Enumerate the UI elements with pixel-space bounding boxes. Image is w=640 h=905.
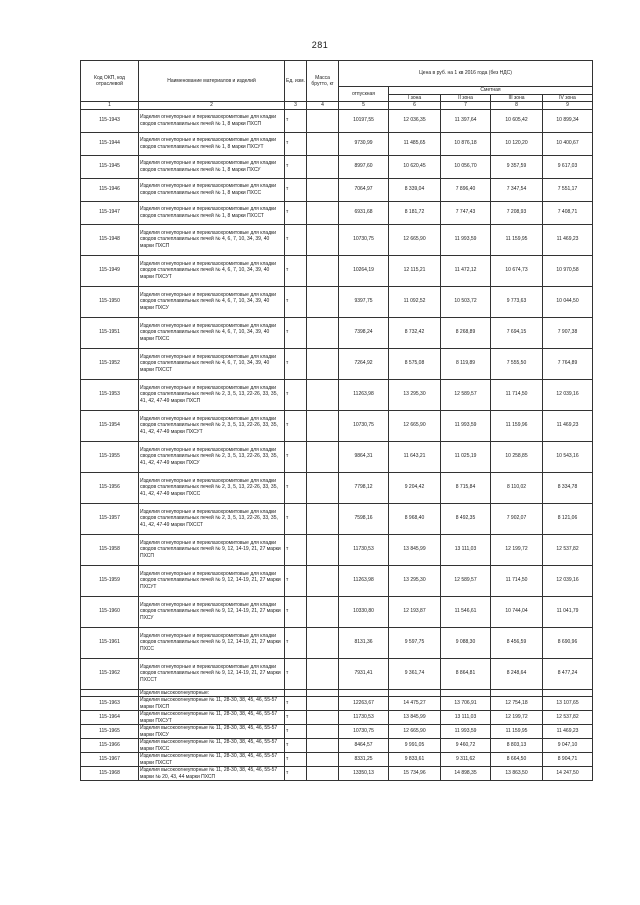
item-mass (307, 379, 339, 410)
zone-3-price: 7 902,07 (491, 503, 543, 534)
release-price: 9864,31 (339, 441, 389, 472)
item-name: Изделия высокоогнеупорные № 11, 28-30, 38, 45, 46, 55-57 марки № 20, 43, 44 марки ПХСП (139, 767, 285, 781)
zone-1-price: 10 620,45 (389, 155, 441, 178)
col-number: 2 (139, 102, 285, 110)
zone-3-price: 10 744,04 (491, 596, 543, 627)
zone-2-price: 8 864,81 (441, 658, 491, 689)
table-row (81, 725, 593, 739)
item-name: Изделия огнеупорные и периклазохромитовые для кладки сводов сталеплавильных печей № 4, 6, 7, 10, 34, 39, 40 марки ПХСП (139, 224, 285, 255)
zone-1-price: 11 092,52 (389, 286, 441, 317)
release-price: 10197,55 (339, 109, 389, 132)
zone-1-price: 8 732,42 (389, 317, 441, 348)
item-mass (307, 739, 339, 753)
table-row (81, 109, 593, 132)
price-table (80, 60, 593, 781)
release-price: 6931,68 (339, 201, 389, 224)
table-row (81, 739, 593, 753)
item-name: Изделия огнеупорные и периклазохромитовые для кладки сводов сталеплавильных печей № 1, 8 марки ПХСС (139, 178, 285, 201)
zone-4-price: 8 690,96 (543, 627, 593, 658)
item-unit: т (285, 155, 307, 178)
zone-4-price: 13 107,65 (543, 697, 593, 711)
zone-1-price: 15 734,96 (389, 767, 441, 781)
zone-4-price: 8 334,78 (543, 472, 593, 503)
release-price: 7798,12 (339, 472, 389, 503)
header-zone-3: III зона (491, 94, 543, 102)
item-name: Изделия огнеупорные и периклазохромитовые для кладки сводов сталеплавильных печей № 2, 3, 5, 13, 22-26, 33, 35, 41, 42, 47-49 марки ПХССТ (139, 503, 285, 534)
zone-1-price: 11 643,21 (389, 441, 441, 472)
zone-1-price: 8 968,40 (389, 503, 441, 534)
zone-1-price: 13 295,30 (389, 379, 441, 410)
table-row (81, 379, 593, 410)
item-name: Изделия высокоогнеупорные № 11, 28-30, 38, 45, 46, 55-57 марки ПХСУТ (139, 711, 285, 725)
release-price: 7064,97 (339, 178, 389, 201)
item-mass (307, 627, 339, 658)
item-code: 115-1967 (81, 753, 139, 767)
zone-1-price: 14 475,27 (389, 697, 441, 711)
item-unit: т (285, 201, 307, 224)
zone-1-price: 12 665,90 (389, 410, 441, 441)
item-name: Изделия огнеупорные и периклазохромитовые для кладки сводов сталеплавильных печей № 1, 8 марки ПХСУТ (139, 132, 285, 155)
item-name: Изделия огнеупорные и периклазохромитовые для кладки сводов сталеплавильных печей № 9, 12, 14-19, 21, 27 марки ПХСУТ (139, 565, 285, 596)
item-code: 115-1945 (81, 155, 139, 178)
item-mass (307, 767, 339, 781)
table-row (81, 596, 593, 627)
zone-1-price: 12 036,35 (389, 109, 441, 132)
zone-2-price: 9 311,62 (441, 753, 491, 767)
table-row (81, 767, 593, 781)
item-mass (307, 534, 339, 565)
item-mass (307, 753, 339, 767)
table-row (81, 534, 593, 565)
release-price: 10730,75 (339, 725, 389, 739)
release-price: 11730,53 (339, 711, 389, 725)
zone-3-price: 10 674,73 (491, 255, 543, 286)
table-row (81, 155, 593, 178)
table-row (81, 753, 593, 767)
zone-4-price: 8 121,06 (543, 503, 593, 534)
table-row (81, 317, 593, 348)
item-name: Изделия огнеупорные и периклазохромитовые для кладки сводов сталеплавильных печей № 4, 6, 7, 10, 34, 39, 40 марки ПХССТ (139, 348, 285, 379)
zone-4-price: 12 039,16 (543, 565, 593, 596)
release-price: 11263,98 (339, 565, 389, 596)
item-mass (307, 565, 339, 596)
item-name: Изделия огнеупорные и периклазохромитовые для кладки сводов сталеплавильных печей № 9, 12, 14-19, 21, 27 марки ПХСС (139, 627, 285, 658)
release-price: 10330,80 (339, 596, 389, 627)
item-name: Изделия огнеупорные и периклазохромитовые для кладки сводов сталеплавильных печей № 2, 3, 5, 13, 22-26, 33, 35, 41, 42, 47-49 марки ПХСС (139, 472, 285, 503)
table-row (81, 472, 593, 503)
release-price (339, 689, 389, 697)
zone-4-price: 10 543,16 (543, 441, 593, 472)
release-price: 7398,24 (339, 317, 389, 348)
zone-2-price: 14 898,35 (441, 767, 491, 781)
header-zone-2: II зона (441, 94, 491, 102)
item-mass (307, 178, 339, 201)
zone-1-price: 12 665,90 (389, 725, 441, 739)
table-row (81, 503, 593, 534)
item-name: Изделия высокоогнеупорные: (139, 689, 285, 697)
zone-2-price: 7 896,40 (441, 178, 491, 201)
zone-2-price: 11 546,61 (441, 596, 491, 627)
item-mass (307, 472, 339, 503)
item-mass (307, 711, 339, 725)
zone-2-price: 10 056,70 (441, 155, 491, 178)
zone-1-price: 9 597,75 (389, 627, 441, 658)
table-row (81, 255, 593, 286)
col-number: 6 (389, 102, 441, 110)
zone-2-price: 13 111,03 (441, 711, 491, 725)
zone-3-price: 13 863,50 (491, 767, 543, 781)
item-unit: т (285, 132, 307, 155)
zone-1-price: 13 845,99 (389, 534, 441, 565)
item-unit: т (285, 596, 307, 627)
item-unit: т (285, 472, 307, 503)
page-number: 281 (311, 40, 329, 50)
table-row (81, 348, 593, 379)
table-row (81, 711, 593, 725)
table-row (81, 201, 593, 224)
table-row (81, 627, 593, 658)
table-row (81, 410, 593, 441)
table-row (81, 689, 593, 697)
release-price: 9730,99 (339, 132, 389, 155)
item-name: Изделия высокоогнеупорные № 11, 28-30, 38, 45, 46, 55-57 марки ПХСП (139, 697, 285, 711)
item-mass (307, 255, 339, 286)
zone-4-price: 12 537,82 (543, 534, 593, 565)
zone-1-price: 9 991,05 (389, 739, 441, 753)
zone-1-price: 9 833,61 (389, 753, 441, 767)
item-mass (307, 317, 339, 348)
item-name: Изделия огнеупорные и периклазохромитовые для кладки сводов сталеплавильных печей № 4, 6, 7, 10, 34, 39, 40 марки ПХСУТ (139, 255, 285, 286)
item-name: Изделия огнеупорные и периклазохромитовые для кладки сводов сталеплавильных печей № 9, 12, 14-19, 21, 27 марки ПХССТ (139, 658, 285, 689)
header-code: Код ОКП, код отраслевой (81, 61, 139, 102)
zone-3-price: 7 555,50 (491, 348, 543, 379)
zone-2-price: 13 706,91 (441, 697, 491, 711)
zone-3-price: 12 199,72 (491, 534, 543, 565)
header-unit: Ед. изм. (285, 61, 307, 102)
zone-2-price: 12 589,57 (441, 565, 491, 596)
zone-3-price: 8 248,64 (491, 658, 543, 689)
item-code: 115-1944 (81, 132, 139, 155)
item-mass (307, 201, 339, 224)
item-name: Изделия огнеупорные и периклазохромитовые для кладки сводов сталеплавильных печей № 1, 8 марки ПХССТ (139, 201, 285, 224)
zone-4-price: 10 044,50 (543, 286, 593, 317)
item-unit: т (285, 753, 307, 767)
header-zone-1: I зона (389, 94, 441, 102)
zone-2-price: 11 397,64 (441, 109, 491, 132)
item-mass (307, 441, 339, 472)
zone-4-price: 11 041,79 (543, 596, 593, 627)
release-price: 11730,53 (339, 534, 389, 565)
table-row (81, 697, 593, 711)
zone-3-price: 7 694,15 (491, 317, 543, 348)
zone-1-price: 12 193,87 (389, 596, 441, 627)
item-name: Изделия огнеупорные и периклазохромитовые для кладки сводов сталеплавильных печей № 2, 3, 5, 13, 22-26, 33, 35, 41, 42, 47-49 марки ПХСУ (139, 441, 285, 472)
zone-4-price: 14 247,50 (543, 767, 593, 781)
table-row (81, 286, 593, 317)
table-row (81, 565, 593, 596)
header-name: Наименование материалов и изделий (139, 61, 285, 102)
zone-4-price (543, 689, 593, 697)
zone-4-price: 10 400,67 (543, 132, 593, 155)
zone-3-price: 8 664,50 (491, 753, 543, 767)
col-number: 3 (285, 102, 307, 110)
col-number: 4 (307, 102, 339, 110)
item-code: 115-1946 (81, 178, 139, 201)
item-name: Изделия огнеупорные и периклазохромитовые для кладки сводов сталеплавильных печей № 4, 6, 7, 10, 34, 39, 40 марки ПХСС (139, 317, 285, 348)
release-price: 8331,25 (339, 753, 389, 767)
col-number: 7 (441, 102, 491, 110)
zone-3-price: 10 258,85 (491, 441, 543, 472)
release-price: 7598,16 (339, 503, 389, 534)
item-code: 115-1952 (81, 348, 139, 379)
zone-4-price: 7 907,38 (543, 317, 593, 348)
item-unit (285, 689, 307, 697)
zone-4-price: 9 617,03 (543, 155, 593, 178)
item-code: 115-1958 (81, 534, 139, 565)
zone-3-price: 9 773,63 (491, 286, 543, 317)
zone-1-price (389, 689, 441, 697)
item-mass (307, 348, 339, 379)
item-mass (307, 725, 339, 739)
item-code: 115-1954 (81, 410, 139, 441)
item-name: Изделия огнеупорные и периклазохромитовые для кладки сводов сталеплавильных печей № 4, 6, 7, 10, 34, 39, 40 марки ПХСУ (139, 286, 285, 317)
zone-3-price (491, 689, 543, 697)
item-code: 115-1963 (81, 697, 139, 711)
zone-3-price: 10 120,20 (491, 132, 543, 155)
item-code: 115-1968 (81, 767, 139, 781)
item-unit: т (285, 410, 307, 441)
col-number: 8 (491, 102, 543, 110)
zone-2-price: 8 492,35 (441, 503, 491, 534)
zone-1-price: 11 485,65 (389, 132, 441, 155)
item-code: 115-1953 (81, 379, 139, 410)
item-code: 115-1960 (81, 596, 139, 627)
item-code: 115-1951 (81, 317, 139, 348)
item-unit: т (285, 627, 307, 658)
header-price-title: Цена в руб. на 1 кв 2016 года (без НДС) (339, 61, 593, 87)
zone-2-price: 8 715,84 (441, 472, 491, 503)
item-mass (307, 410, 339, 441)
item-code: 115-1947 (81, 201, 139, 224)
item-unit: т (285, 286, 307, 317)
item-mass (307, 132, 339, 155)
release-price: 10730,75 (339, 224, 389, 255)
item-unit: т (285, 711, 307, 725)
item-mass (307, 503, 339, 534)
item-mass (307, 596, 339, 627)
zone-3-price: 11 714,50 (491, 379, 543, 410)
zone-2-price: 7 747,43 (441, 201, 491, 224)
item-code: 115-1948 (81, 224, 139, 255)
table-row (81, 132, 593, 155)
zone-1-price: 8 339,04 (389, 178, 441, 201)
item-unit: т (285, 697, 307, 711)
zone-1-price: 8 575,08 (389, 348, 441, 379)
zone-3-price: 11 159,95 (491, 224, 543, 255)
item-unit: т (285, 379, 307, 410)
col-number: 9 (543, 102, 593, 110)
zone-2-price: 10 876,18 (441, 132, 491, 155)
col-number: 1 (81, 102, 139, 110)
zone-4-price: 9 047,10 (543, 739, 593, 753)
item-unit: т (285, 767, 307, 781)
item-unit: т (285, 503, 307, 534)
zone-1-price: 12 665,90 (389, 224, 441, 255)
item-code: 115-1965 (81, 725, 139, 739)
item-name: Изделия огнеупорные и периклазохромитовые для кладки сводов сталеплавильных печей № 9, 12, 14-19, 21, 27 марки ПХСУ (139, 596, 285, 627)
item-mass (307, 155, 339, 178)
zone-4-price: 7 551,17 (543, 178, 593, 201)
item-code: 115-1957 (81, 503, 139, 534)
zone-1-price: 12 115,21 (389, 255, 441, 286)
item-unit: т (285, 317, 307, 348)
zone-2-price: 11 025,19 (441, 441, 491, 472)
zone-4-price: 7 764,89 (543, 348, 593, 379)
item-unit: т (285, 534, 307, 565)
zone-2-price: 11 472,12 (441, 255, 491, 286)
item-code: 115-1961 (81, 627, 139, 658)
zone-2-price: 11 993,59 (441, 224, 491, 255)
item-unit: т (285, 739, 307, 753)
zone-2-price: 8 268,89 (441, 317, 491, 348)
item-unit: т (285, 565, 307, 596)
item-mass (307, 286, 339, 317)
item-unit: т (285, 658, 307, 689)
col-number: 5 (339, 102, 389, 110)
zone-1-price: 9 204,42 (389, 472, 441, 503)
item-code: 115-1949 (81, 255, 139, 286)
zone-2-price (441, 689, 491, 697)
item-code: 115-1956 (81, 472, 139, 503)
item-unit: т (285, 224, 307, 255)
item-name: Изделия огнеупорные и периклазохромитовые для кладки сводов сталеплавильных печей № 2, 3, 5, 13, 22-26, 33, 35, 41, 42, 47-49 марки ПХСУТ (139, 410, 285, 441)
zone-4-price: 11 469,23 (543, 725, 593, 739)
release-price: 13350,13 (339, 767, 389, 781)
zone-4-price: 7 408,71 (543, 201, 593, 224)
item-code: 115-1959 (81, 565, 139, 596)
item-unit: т (285, 725, 307, 739)
zone-4-price: 8 477,24 (543, 658, 593, 689)
item-unit: т (285, 255, 307, 286)
item-unit: т (285, 109, 307, 132)
item-code: 115-1950 (81, 286, 139, 317)
zone-2-price: 9 088,30 (441, 627, 491, 658)
release-price: 7264,92 (339, 348, 389, 379)
table-row (81, 224, 593, 255)
zone-3-price: 12 754,18 (491, 697, 543, 711)
release-price: 8997,60 (339, 155, 389, 178)
zone-2-price: 9 460,72 (441, 739, 491, 753)
zone-2-price: 11 993,59 (441, 725, 491, 739)
zone-1-price: 13 295,30 (389, 565, 441, 596)
zone-4-price: 12 537,82 (543, 711, 593, 725)
zone-4-price: 10 970,58 (543, 255, 593, 286)
item-mass (307, 689, 339, 697)
zone-3-price: 8 110,02 (491, 472, 543, 503)
zone-3-price: 11 714,50 (491, 565, 543, 596)
zone-3-price: 11 159,96 (491, 410, 543, 441)
table-body (81, 109, 593, 781)
release-price: 12263,67 (339, 697, 389, 711)
table-row (81, 178, 593, 201)
zone-3-price: 8 803,13 (491, 739, 543, 753)
item-mass (307, 658, 339, 689)
zone-4-price: 11 469,23 (543, 410, 593, 441)
item-name: Изделия огнеупорные и периклазохромитовые для кладки сводов сталеплавильных печей № 1, 8 марки ПХСУ (139, 155, 285, 178)
release-price: 7931,41 (339, 658, 389, 689)
zone-1-price: 13 845,99 (389, 711, 441, 725)
zone-2-price: 13 111,03 (441, 534, 491, 565)
release-price: 8464,57 (339, 739, 389, 753)
zone-4-price: 8 904,71 (543, 753, 593, 767)
item-name: Изделия огнеупорные и периклазохромитовые для кладки сводов сталеплавильных печей № 1, 8 марки ПХСП (139, 109, 285, 132)
release-price: 10264,19 (339, 255, 389, 286)
release-price: 11263,98 (339, 379, 389, 410)
zone-3-price: 9 357,59 (491, 155, 543, 178)
item-unit: т (285, 441, 307, 472)
zone-3-price: 7 208,93 (491, 201, 543, 224)
item-name: Изделия огнеупорные и периклазохромитовые для кладки сводов сталеплавильных печей № 2, 3, 5, 13, 22-26, 33, 35, 41, 42, 47-49 марки ПХСП (139, 379, 285, 410)
item-name: Изделия высокоогнеупорные № 11, 28-30, 38, 45, 46, 55-57 марки ПХССТ (139, 753, 285, 767)
zone-3-price: 7 347,54 (491, 178, 543, 201)
item-code: 115-1966 (81, 739, 139, 753)
release-price: 10730,75 (339, 410, 389, 441)
zone-3-price: 12 199,72 (491, 711, 543, 725)
release-price: 8131,36 (339, 627, 389, 658)
item-unit: т (285, 178, 307, 201)
item-mass (307, 109, 339, 132)
zone-3-price: 11 159,95 (491, 725, 543, 739)
item-code: 115-1955 (81, 441, 139, 472)
header-zone-4: IV зона (543, 94, 593, 102)
item-mass (307, 697, 339, 711)
zone-1-price: 8 181,72 (389, 201, 441, 224)
item-code: 115-1962 (81, 658, 139, 689)
release-price: 9397,75 (339, 286, 389, 317)
table-row (81, 658, 593, 689)
item-code: 115-1964 (81, 711, 139, 725)
item-name: Изделия высокоогнеупорные № 11, 28-30, 38, 45, 46, 55-57 марки ПХСУ (139, 725, 285, 739)
zone-4-price: 11 469,23 (543, 224, 593, 255)
zone-4-price: 12 039,16 (543, 379, 593, 410)
zone-4-price: 10 899,34 (543, 109, 593, 132)
item-mass (307, 224, 339, 255)
item-code: 115-1943 (81, 109, 139, 132)
zone-1-price: 9 361,74 (389, 658, 441, 689)
zone-2-price: 10 503,72 (441, 286, 491, 317)
zone-3-price: 8 456,59 (491, 627, 543, 658)
zone-2-price: 8 119,89 (441, 348, 491, 379)
header-estimate: Сметная (389, 87, 593, 95)
zone-3-price: 10 605,42 (491, 109, 543, 132)
item-code (81, 689, 139, 697)
item-unit: т (285, 348, 307, 379)
item-name: Изделия высокоогнеупорные № 11, 28-30, 38, 45, 46, 55-57 марки ПХСС (139, 739, 285, 753)
item-name: Изделия огнеупорные и периклазохромитовые для кладки сводов сталеплавильных печей № 9, 12, 14-19, 21, 27 марки ПХСП (139, 534, 285, 565)
zone-2-price: 11 993,59 (441, 410, 491, 441)
header-release: отпускная (339, 87, 389, 102)
header-mass: Масса брутто, кг (307, 61, 339, 102)
table-row (81, 441, 593, 472)
zone-2-price: 12 589,57 (441, 379, 491, 410)
